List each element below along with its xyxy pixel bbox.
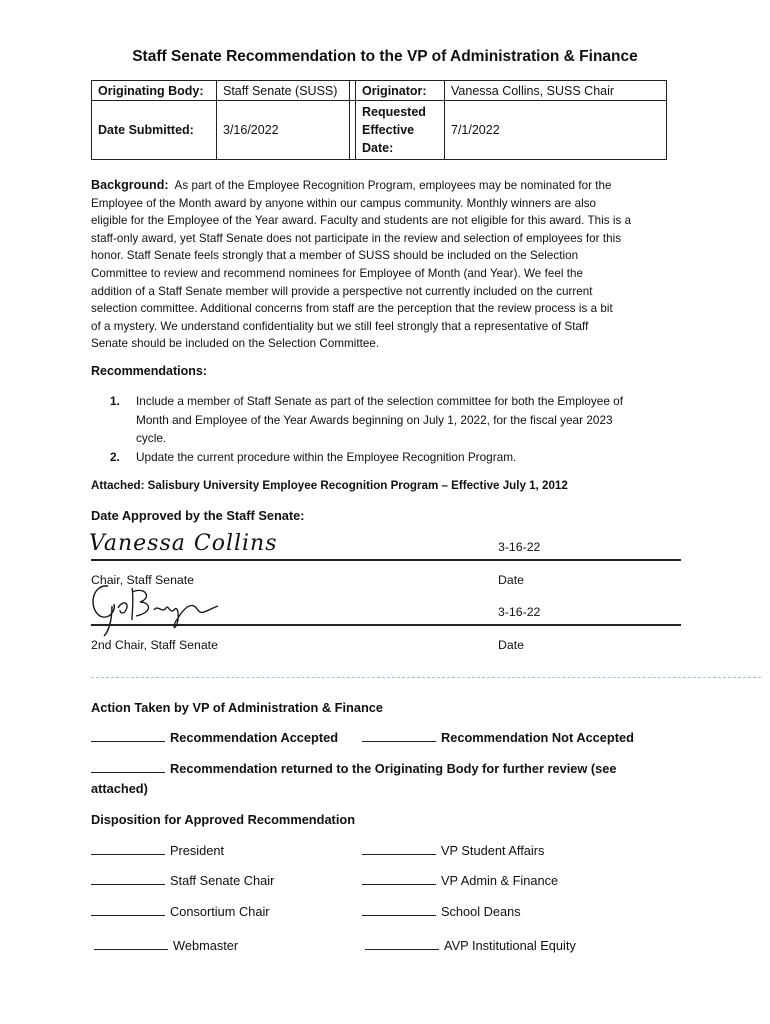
- recommendations-list: [110, 392, 670, 466]
- attached-note: Attached: Salisbury University Employee Recognition Program – Effective July 1, 2012: [91, 479, 568, 492]
- recommendation-line: Update the current procedure within the Employee Recognition Program.: [136, 449, 517, 464]
- disposition-label: Webmaster: [173, 938, 239, 953]
- requested-effective-label: [356, 101, 445, 160]
- disposition-label: School Deans: [441, 904, 521, 919]
- action-accepted-label: Recommendation Accepted: [170, 730, 339, 745]
- background-line: [91, 177, 681, 195]
- disposition-label: VP Admin & Finance: [441, 873, 559, 888]
- blank-line[interactable]: [362, 873, 436, 885]
- originating-body-value: Staff Senate (SUSS): [217, 81, 350, 101]
- background-label: Background:: [91, 178, 169, 192]
- recommendation-line: cycle.: [136, 431, 167, 445]
- signature-2-date: 3-16-22: [498, 605, 541, 619]
- signature-1-role: Chair, Staff Senate: [91, 573, 194, 587]
- blank-line[interactable]: [94, 938, 168, 950]
- date-submitted-value: 3/16/2022: [217, 101, 350, 160]
- recommendation-number: 1.: [110, 394, 120, 408]
- background-line: Employee of the Month award by anyone within our campus community. Monthly winners are also: [91, 196, 597, 210]
- signature-2-role: 2nd Chair, Staff Senate: [91, 638, 218, 652]
- signature-1-line: [91, 559, 681, 561]
- background-line: addition of a Staff Senate member will provide a perspective not currently included on the current: [91, 284, 593, 298]
- action-not-accepted-label: Recommendation Not Accepted: [441, 730, 634, 745]
- action-accepted: [91, 730, 338, 745]
- disposition-item: [362, 843, 544, 858]
- signature-1-date-label: Date: [498, 573, 524, 587]
- header-table: [91, 80, 667, 160]
- requested-effective-value: 7/1/2022: [445, 101, 667, 160]
- signature-1: Vanessa Collins: [89, 531, 278, 556]
- recommendations-heading: Recommendations:: [91, 364, 207, 378]
- disposition-item: [362, 873, 558, 888]
- background-line: selection committee. Additional concerns from staff are the perception that the review process is a bit: [91, 302, 613, 316]
- disposition-label: Staff Senate Chair: [170, 873, 275, 888]
- blank-line[interactable]: [362, 904, 436, 916]
- blank-line[interactable]: [91, 904, 165, 916]
- signature-2-date-label: Date: [498, 638, 524, 652]
- disposition-label: Consortium Chair: [170, 904, 270, 919]
- disposition-item: [365, 938, 576, 953]
- originating-body-label: Originating Body:: [92, 81, 217, 101]
- blank-line[interactable]: [91, 761, 165, 773]
- disposition-item: [362, 904, 521, 919]
- signature-1-date: 3-16-22: [498, 540, 541, 554]
- blank-line[interactable]: [362, 730, 436, 742]
- disposition-item: [91, 843, 224, 858]
- background-line-text: As part of the Employee Recognition Program, employees may be nominated for the: [174, 179, 612, 192]
- action-returned-label: Recommendation returned to the Originating Body for further review (see: [170, 761, 617, 776]
- requested-effective-label-line: Effective: [362, 123, 415, 137]
- requested-effective-label-line: Requested: [362, 105, 426, 119]
- recommendation-item: [110, 448, 670, 467]
- disposition-label: AVP Institutional Equity: [444, 938, 576, 953]
- background-paragraph: [91, 177, 681, 353]
- signature-2-image: [86, 578, 226, 638]
- requested-effective-label-line: Date:: [362, 141, 394, 155]
- disposition-item: [91, 904, 270, 919]
- section-divider: [91, 677, 761, 678]
- background-line: Committee to review and recommend nominees for Employee of Month (and Year). We feel the: [91, 266, 584, 280]
- approval-heading: Date Approved by the Staff Senate:: [91, 508, 305, 523]
- disposition-item: [91, 873, 274, 888]
- recommendation-item: [110, 392, 670, 448]
- action-returned: [91, 761, 617, 776]
- recommendation-number: 2.: [110, 449, 120, 464]
- disposition-item: [94, 938, 238, 953]
- background-line: of a mystery. We understand confidentiality but we still feel strongly that a representative of Staff: [91, 319, 589, 333]
- action-heading: Action Taken by VP of Administration & Finance: [91, 700, 383, 715]
- blank-line[interactable]: [91, 730, 165, 742]
- recommendation-line: Include a member of Staff Senate as part of the selection committee for both the Employee of: [136, 394, 624, 408]
- blank-line[interactable]: [91, 843, 165, 855]
- recommendation-line: Month and Employee of the Year Awards beginning on July 1, 2022, for the fiscal year 2023: [136, 412, 613, 427]
- action-returned-cont: attached): [91, 781, 148, 796]
- originator-value: Vanessa Collins, SUSS Chair: [445, 81, 667, 101]
- date-submitted-label: Date Submitted:: [92, 101, 217, 160]
- action-not-accepted: [362, 730, 634, 745]
- background-line: honor. Staff Senate feels strongly that a member of SUSS should be included on the Selection: [91, 249, 579, 263]
- background-line: staff-only award, yet Staff Senate does not participate in the review and selection of employees for this: [91, 231, 622, 245]
- disposition-label: President: [170, 843, 225, 858]
- blank-line[interactable]: [362, 843, 436, 855]
- background-line: Senate should be included on the Selection Committee.: [91, 337, 380, 351]
- originator-label: Originator:: [356, 81, 445, 101]
- background-line: eligible for the Employee of the Year award. Faculty and students are not eligible for this award. This is a: [91, 214, 632, 228]
- disposition-heading: Disposition for Approved Recommendation: [91, 812, 356, 827]
- document-title: Staff Senate Recommendation to the VP of Administration & Finance: [132, 48, 638, 65]
- blank-line[interactable]: [91, 873, 165, 885]
- blank-line[interactable]: [365, 938, 439, 950]
- disposition-label: VP Student Affairs: [441, 843, 545, 858]
- signature-2-line: [91, 624, 681, 626]
